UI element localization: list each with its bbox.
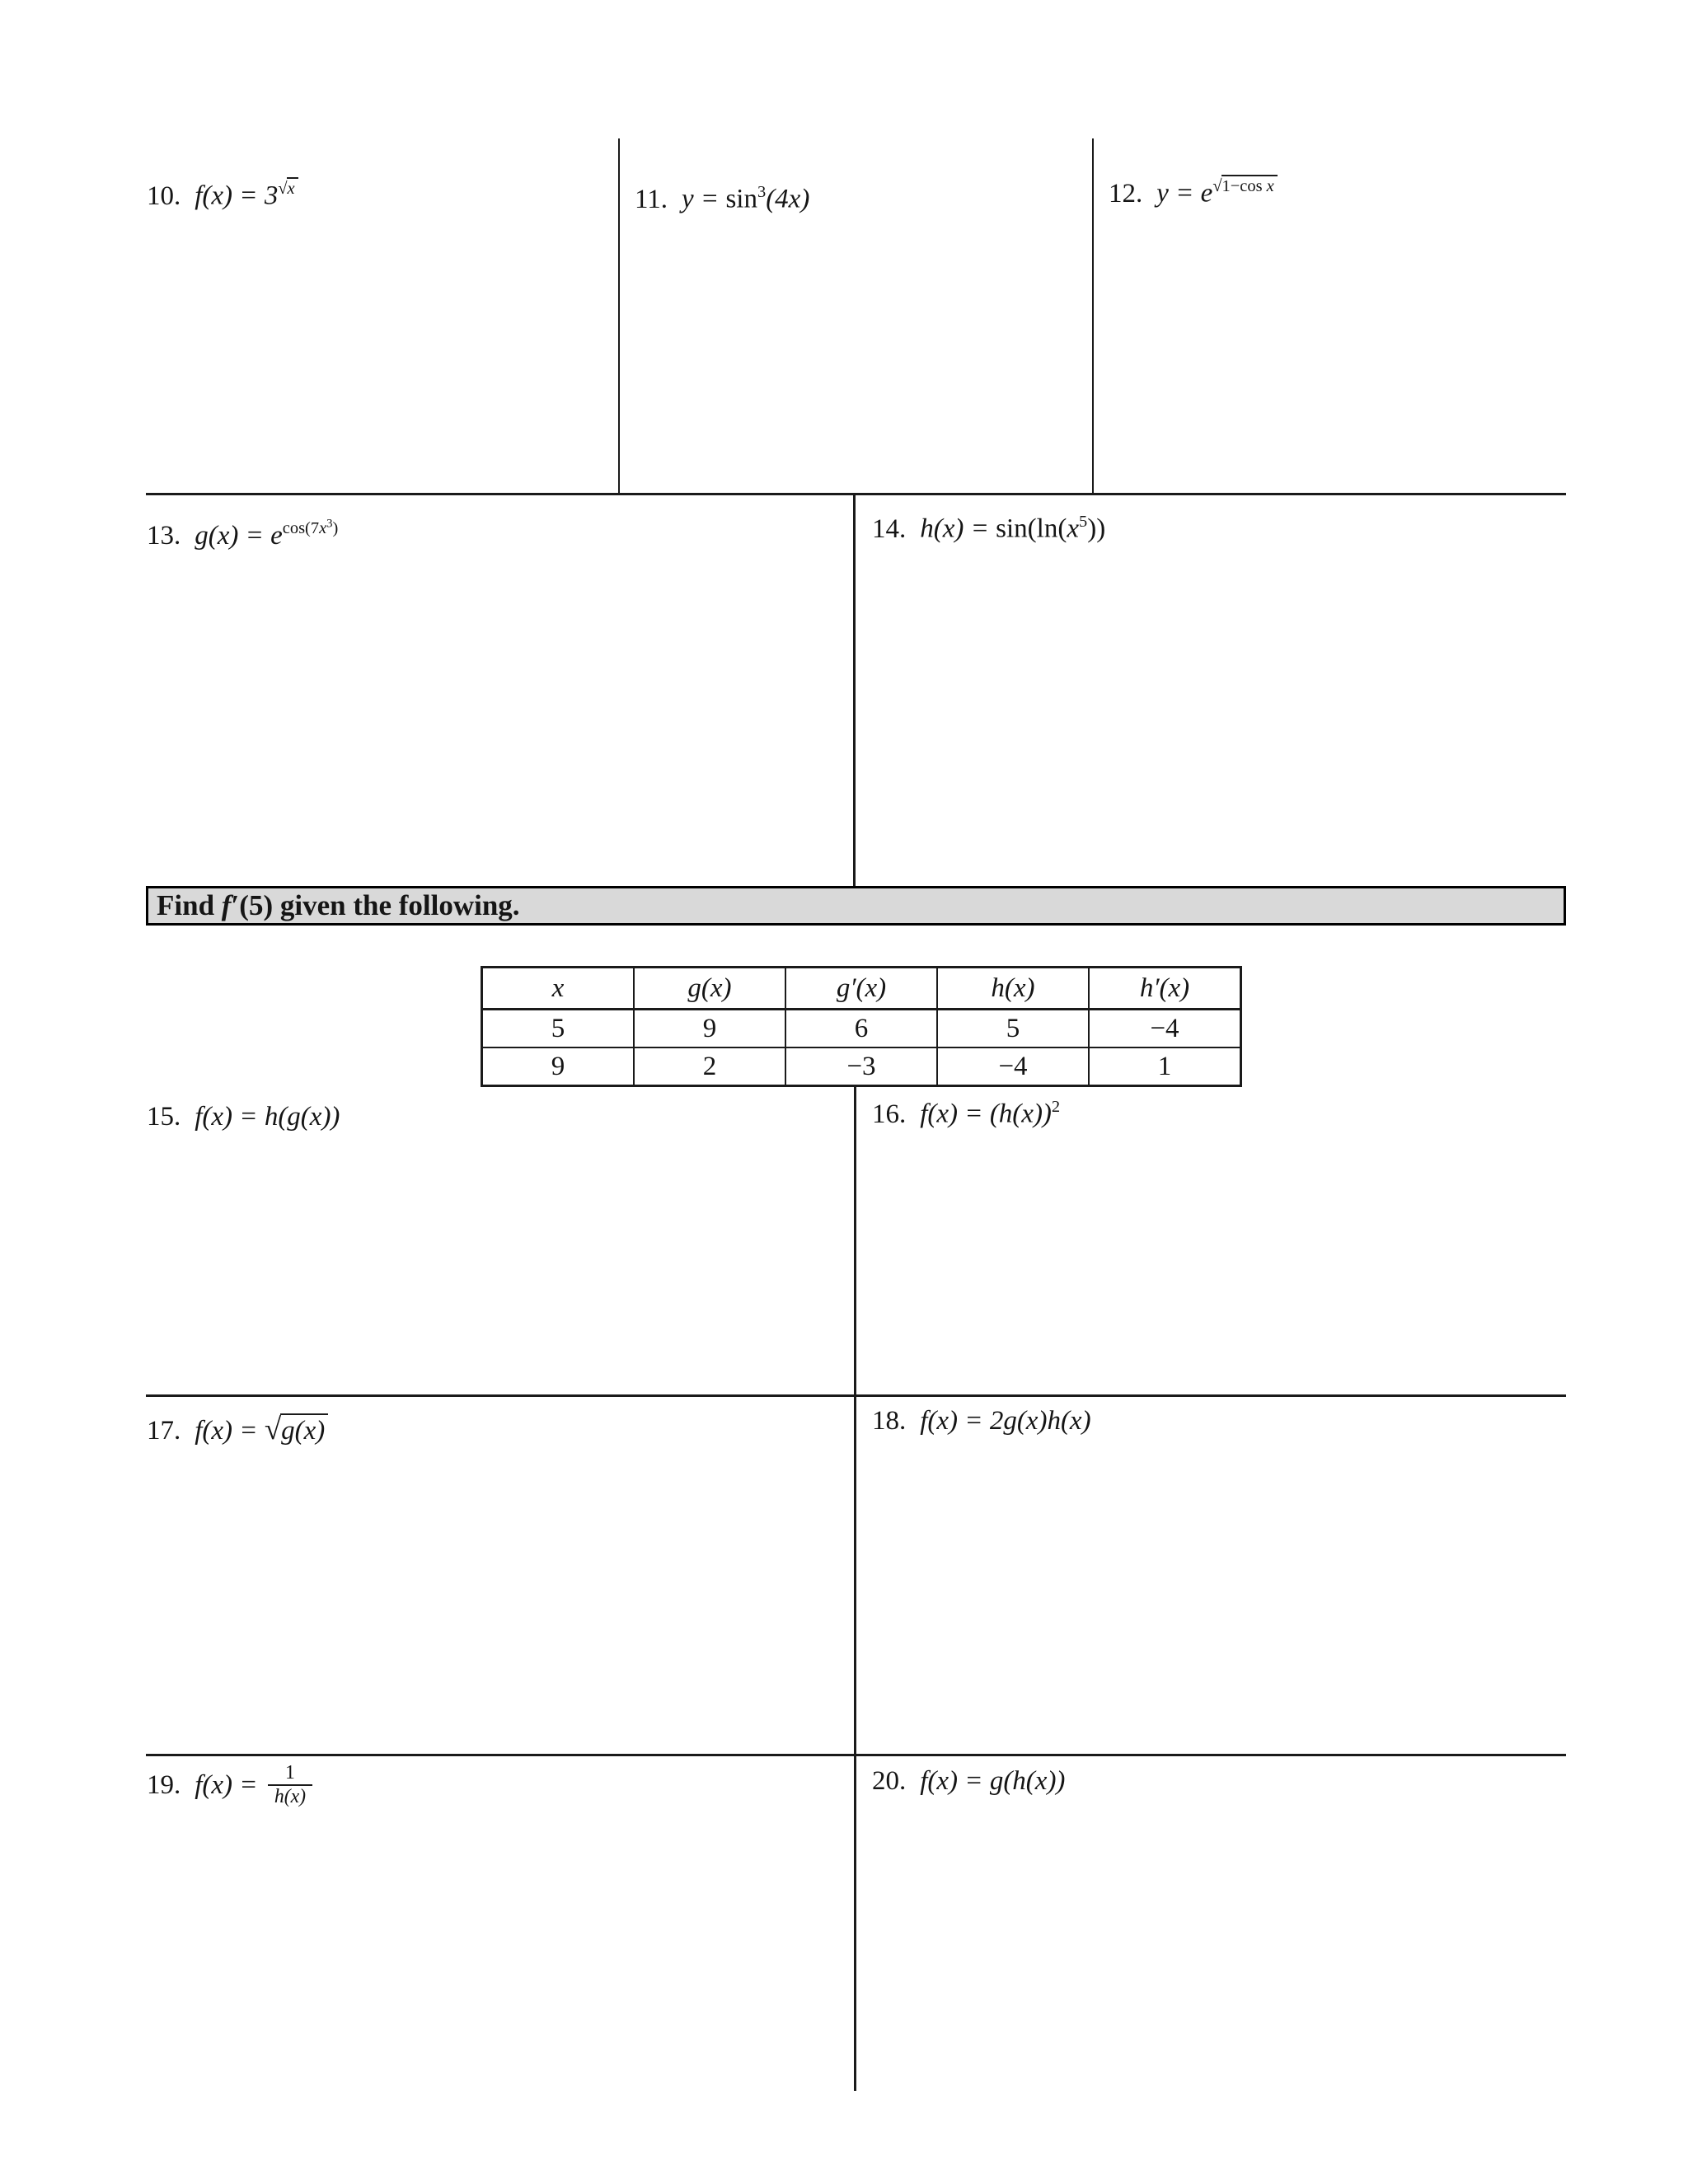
table-row [482,1010,1241,1048]
formula-segment: y = [682,184,726,214]
formula: f(x) = 2g(x)h(x) [920,1406,1091,1436]
table-cell: −4 [1089,1010,1241,1048]
problem-14 [872,513,1105,545]
table-header-cell: h(x) [937,968,1089,1010]
problem-number: 12. [1109,178,1143,209]
rule-below-row1 [146,493,1566,495]
table-cell: 5 [482,1010,635,1048]
problem-number: 20. [872,1766,907,1796]
table-cell: 2 [634,1047,785,1086]
problem-10 [147,177,298,212]
function-name: sin [725,184,757,214]
radical [278,180,298,198]
formula-segment: x [319,519,327,538]
table-cell: 5 [937,1010,1089,1048]
formula: f(x) = g(h(x)) [920,1766,1066,1796]
formula [920,1098,1060,1130]
table-cell: 9 [634,1010,785,1048]
formula-segment: g(x) = e [195,521,283,551]
radical [264,1412,328,1446]
formula-segment: x [1266,177,1274,195]
problem-13 [147,518,338,551]
problem-15 [147,1102,340,1132]
problem-number: 17. [147,1416,181,1446]
superscript [1212,177,1277,195]
radical-content [1221,175,1278,196]
formula-segment: f(x) = [195,1416,265,1446]
table-row [482,1047,1241,1086]
table-cell: 1 [1089,1047,1241,1086]
numerator: 1 [284,1762,295,1783]
superscript [283,519,339,537]
section-header-text: ′(5) given the following. [231,889,520,921]
formula [195,1411,328,1446]
formula-segment: f(x) = (h(x)) [920,1099,1052,1129]
problem-number: 19. [147,1769,181,1800]
problem-number: 14. [872,513,907,544]
table-cell: −4 [937,1047,1089,1086]
radical-sign: √ [264,1412,281,1446]
formula [195,177,298,212]
problem-12 [1109,175,1278,209]
table-cell: 9 [482,1047,635,1086]
rule-below-row3 [146,1394,1566,1397]
section-header-text: Find [157,889,222,921]
radical-content: g(x) [280,1413,328,1446]
formula: f(x) = h(g(x)) [195,1102,340,1132]
formula-segment: f(x) = 3 [195,180,279,211]
table-header-cell: g′(x) [785,968,937,1010]
table-header-cell: h′(x) [1089,968,1241,1010]
radical-content: x [287,177,298,199]
table-cell: −3 [785,1047,937,1086]
radical-sign: √ [278,180,287,198]
problem-number: 10. [147,180,181,211]
table-header-cell: g(x) [634,968,785,1010]
problem-number: 15. [147,1102,181,1132]
formula [1156,175,1277,209]
denominator: h(x) [268,1784,312,1808]
section-header-fprime: f [221,889,232,921]
values-table [481,966,1242,1087]
formula-segment: y = e [1156,178,1213,209]
radical [1212,177,1277,195]
problem-19 [147,1762,312,1809]
problem-16 [872,1098,1060,1130]
formula [920,513,1105,545]
formula [682,183,809,215]
superscript: 5 [1078,513,1088,531]
problem-18 [872,1406,1091,1436]
divider-row1-a [618,138,620,494]
formula-segment: (4x) [766,184,810,214]
problem-20 [872,1766,1065,1797]
formula-segment: )) [1087,513,1106,544]
formula [195,518,338,551]
function-name: sin(ln( [996,513,1067,544]
table-header-cell: x [482,968,635,1010]
formula-segment: h(x) = [920,513,996,544]
nested-superscript: 3 [326,518,333,531]
radical-sign: √ [1212,177,1221,195]
problem-11 [635,183,809,215]
problem-number: 11. [635,184,668,214]
problem-number: 18. [872,1406,907,1436]
rule-below-row4 [146,1754,1566,1756]
section-header [146,886,1566,926]
formula-segment: 1−cos [1221,177,1267,195]
fraction [268,1762,312,1809]
superscript: 3 [757,183,767,201]
problem-17 [147,1411,328,1446]
formula-segment: ) [332,519,339,538]
superscript: 2 [1051,1098,1061,1116]
formula-segment: x [1067,513,1079,544]
divider-lower-column [854,1086,856,2091]
divider-row2 [853,493,856,886]
problem-number: 16. [872,1099,907,1129]
divider-row1-b [1092,138,1094,494]
table-header-row [482,968,1241,1010]
problem-number: 13. [147,521,181,551]
table-cell: 6 [785,1010,937,1048]
function-name: cos(7 [282,519,320,538]
superscript [278,180,298,198]
formula: f(x) = [195,1769,265,1800]
